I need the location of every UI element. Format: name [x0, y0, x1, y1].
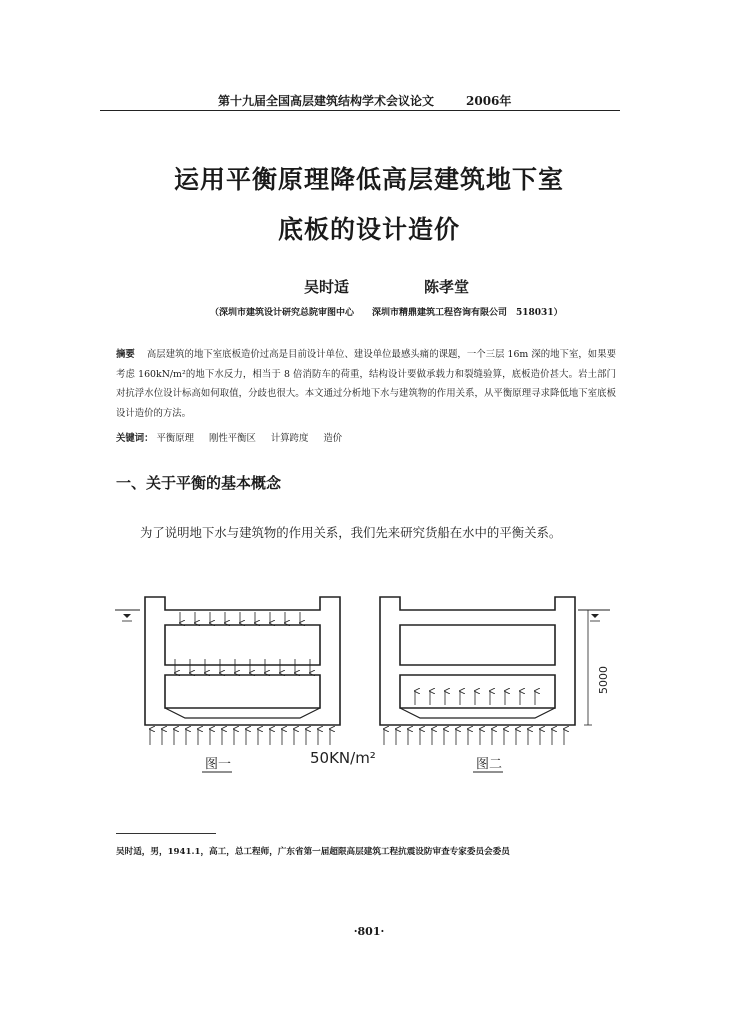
keywords-label: 关键词： [116, 433, 154, 444]
keywords [116, 430, 354, 444]
author-2: 陈孝堂 [424, 278, 470, 296]
title-line-2: 底板的设计造价 [277, 215, 460, 244]
section-heading: 一、关于平衡的基本概念 [116, 474, 282, 492]
abstract [116, 345, 616, 423]
affiliations: （深圳市建筑设计研究总院审图中心 深圳市精鼎建筑工程咨询有限公司 518031） [210, 308, 563, 318]
abstract-label: 摘要 [116, 349, 135, 360]
load-label: 50KN/m² [310, 749, 376, 767]
keyword: 计算跨度 [270, 433, 309, 444]
author-1: 吴时适 [304, 278, 350, 296]
page-number: ·801· [353, 925, 385, 938]
section-paragraph: 为了说明地下水与建筑物的作用关系，我们先来研究货船在水中的平衡关系。 [140, 525, 562, 540]
header-year: 2006年 [466, 94, 512, 108]
figure-2 [380, 597, 610, 745]
title-line-1: 运用平衡原理降低高层建筑地下室 [173, 165, 564, 194]
figure-1 [115, 597, 340, 745]
figure-2-label: 图二 [476, 757, 503, 772]
figures-diagram [110, 585, 610, 780]
footnote-rule [116, 833, 216, 834]
header-conference: 第十九届全国高层建筑结构学术会议论文 [218, 94, 435, 108]
figure-1-label: 图一 [205, 757, 232, 772]
keyword: 造价 [323, 433, 343, 444]
footnote: 吴时适，男，1941.1，高工，总工程师，广东省第一届超限高层建筑工程抗震设防审查专家委员会委员 [116, 847, 510, 857]
abstract-text: 高层建筑的地下室底板造价过高是目前设计单位、建设单位最感头痛的课题，一个三层 16m 深的地下室，如果要考虑 160kN/m²的地下水反力，相当于 8 倍消防车的荷重，结构设计要做承载力和裂缝验算，底板造价甚大。岩土部门对抗浮水位设计标高如何取值，分歧也很大。本文通过分析地下水与建筑物的作用关系，从平衡原理寻求降低地下室底板设计造价的方法。 [116, 349, 616, 419]
dimension-label: 5000 [597, 666, 610, 694]
running-header [100, 92, 620, 111]
keyword: 刚性平衡区 [209, 433, 256, 444]
keyword: 平衡原理 [156, 433, 195, 444]
